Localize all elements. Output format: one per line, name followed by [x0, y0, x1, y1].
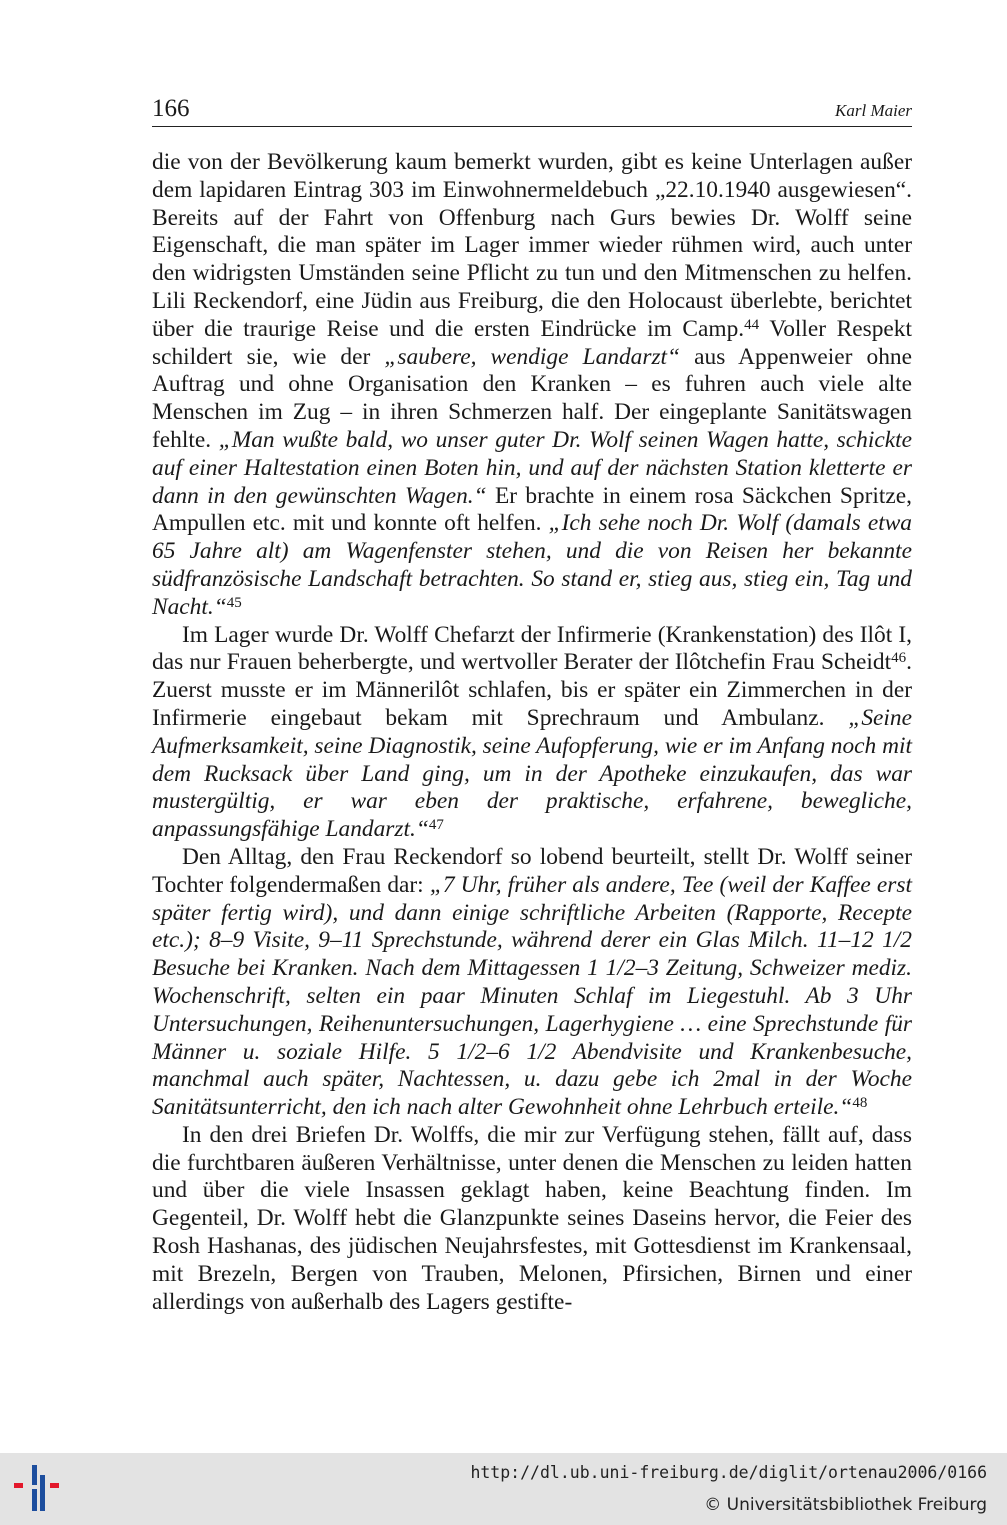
quotation: „7 Uhr, früher als andere, Tee (weil der Kaffee erst später fertig wird), und dann einige schriftliche Arbeiten (Rapporte, Recepte etc.); 8–9 Visite, 9–11 Sprechstunde, während derer ein Glas Milch. 11–12 1/2 Besuche bei Kranken. Nach dem Mittagessen 1 1/2–3 Zeitung, Schweizer mediz. Wochenschrift, selten ein paar Minuten Schlaf im Liegestuhl. Ab 3 Uhr Untersuchungen, Reihenuntersuchungen, Lagerhygiene … eine Sprechstunde für Männer u. soziale Hilfe. 5 1/2–6 1/2 Abendvisite und Krankenbesuche, manchmal auch später, Nachtessen, u. dazu gebe ich 2mal in der Woche Sanitätsunterricht, den ich nach alter Gewohnheit ohne Lehrbuch erteile.“: [152, 871, 912, 1121]
footnote-marker: 46: [891, 650, 907, 667]
footnote-marker: 48: [852, 1095, 868, 1112]
footnote-marker: 44: [744, 316, 760, 333]
paragraph: [152, 844, 912, 1122]
page-header: [152, 90, 912, 127]
paragraph: [152, 1122, 912, 1317]
page-number: 166: [152, 95, 190, 122]
permalink-link[interactable]: http://dl.ub.uni-freiburg.de/diglit/ortenau2006/0166: [470, 1463, 987, 1482]
running-head: Karl Maier: [835, 101, 912, 120]
footnote-marker: 47: [428, 817, 444, 834]
paragraph: [152, 149, 912, 622]
text-run: die von der Bevölkerung kaum bemerkt wurden, gibt es keine Unterlagen außer dem lapidaren Eintrag 303 im Einwohnermeldebuch „22.10.1940 ausgewiesen“. Bereits auf der Fahrt von Offenburg nach Gurs bewies Dr. Wolff seine Eigenschaft, die man später im Lager immer wieder rühmen wird, auch unter den widrigsten Umständen seine Pflicht zu tun und den Mitmenschen zu helfen. Lili Reckendorf, eine Jüdin aus Freiburg, die den Holocaust überlebte, berichtet über die traurige Reise und die ersten Eindrücke im Camp.: [152, 149, 912, 342]
text-run: Im Lager wurde Dr. Wolff Chefarzt der Infirmerie (Krankenstation) des Ilôt I, das nur Frauen beherbergte, und wertvoller Berater der Ilôtchefin Frau Scheidt: [152, 621, 912, 676]
text-run: aus Appenweier ohne Auftrag und ohne Organisation den Kranken – es fuhren auch viele alte Menschen im Zug – in ihren Schmerzen half. Der eingeplante Sanitätswagen fehlte.: [152, 343, 913, 453]
copyright-text: © Universitätsbibliothek Freiburg: [704, 1495, 987, 1515]
text-run: Voller Respekt schildert sie, wie der: [152, 315, 912, 370]
body-text: [152, 149, 912, 1316]
paragraph: [152, 622, 912, 844]
text-run: In den drei Briefen Dr. Wolffs, die mir zur Verfügung stehen, fällt auf, dass die furchtbaren äußeren Verhältnisse, unter denen die Menschen zu leiden hatten und über die viele Insassen geklagt haben, keine Beachtung finden. Im Gegenteil, Dr. Wolff hebt die Glanzpunkte seines Daseins hervor, die Feier des Rosh Hashanas, des jüdischen Neujahrsfestes, mit Gottesdienst im Krankensaal, mit Brezeln, Bergen von Trauben, Melonen, Pfirsichen, Birnen und einer allerdings von außerhalb des Lagers gestifte-: [152, 1121, 912, 1315]
quotation: „Ich sehe noch Dr. Wolf (damals etwa 65 Jahre alt) am Wagenfenster stehen, und die von Reisen her bekannte südfranzösische Landschaft betrachten. So stand er, stieg aus, stieg ein, Tag und Nacht.“: [152, 510, 912, 620]
text-run: . Zuerst musste er im Männerilôt schlafen, bis er später ein Zimmerchen in der Infirmerie eingebaut bekam mit Sprechraum und Ambulanz.: [152, 649, 912, 731]
text-run: Den Alltag, den Frau Reckendorf so lobend beurteilt, stellt Dr. Wolff seiner Tochter folgendermaßen dar:: [152, 843, 912, 898]
quotation: „Seine Aufmerksamkeit, seine Diagnostik, seine Aufopferung, wie er im Anfang noch mit dem Rucksack über Land ging, um in der Apotheke einzukaufen, das war mustergültig, er war eben der praktische, erfahrene, bewegliche, anpassungsfähige Landarzt.“: [152, 704, 912, 843]
footnote-marker: 45: [226, 594, 242, 611]
footer-bar: [0, 1453, 1007, 1525]
quotation: „Man wußte bald, wo unser guter Dr. Wolf seinen Wagen hatte, schickte auf einer Haltestation einen Boten hin, und auf der nächsten Station kletterte er dann in den gewünschten Wagen.“: [152, 426, 912, 509]
quotation: „saubere, wendige Landarzt“: [384, 343, 681, 370]
text-run: Er brachte in einem rosa Säckchen Spritze, Ampullen etc. mit und konnte oft helfen.: [152, 482, 912, 537]
library-logo-icon: [12, 1463, 64, 1513]
